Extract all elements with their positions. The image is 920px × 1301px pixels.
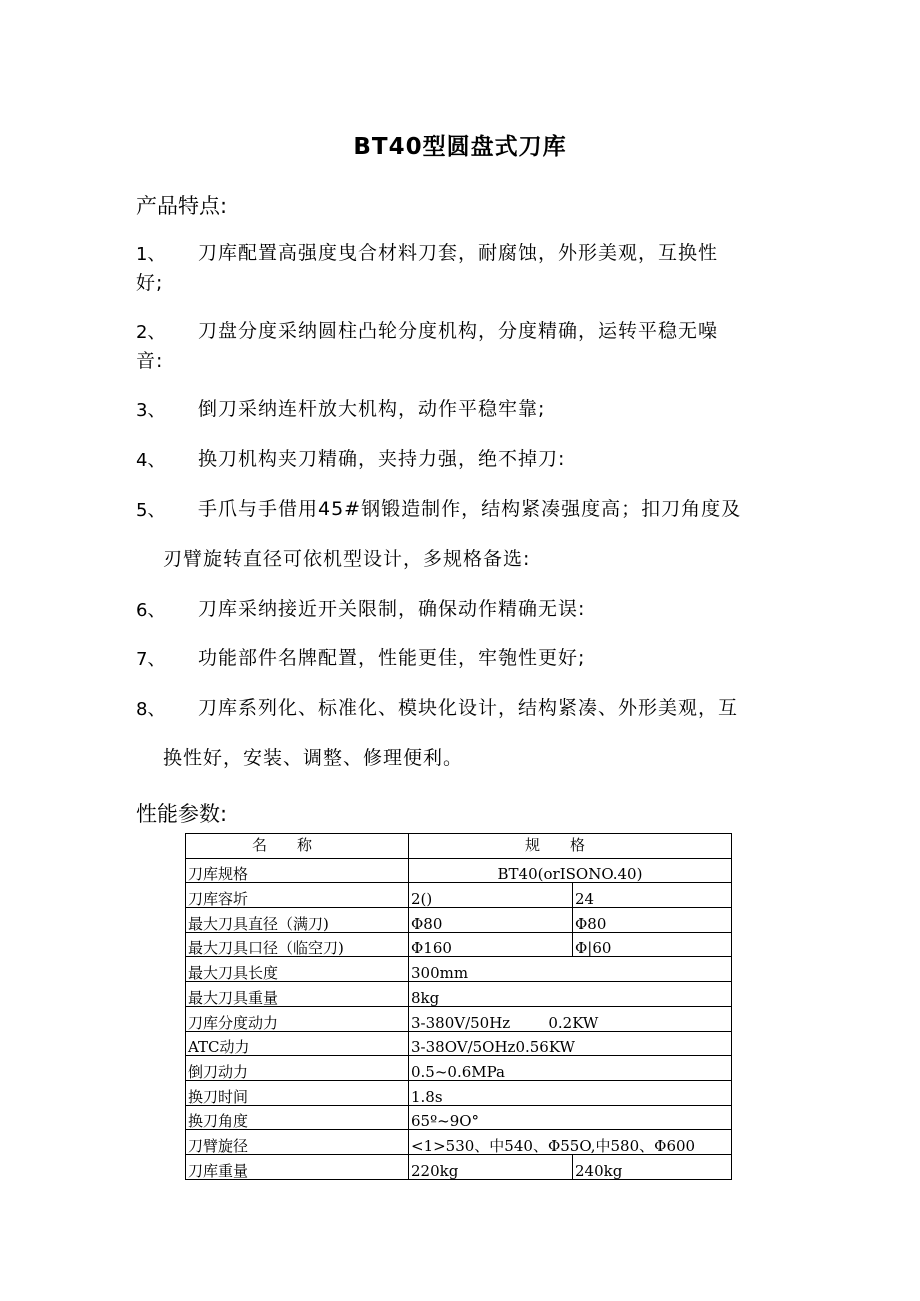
- feature-text: 换刀机构夹刀精确，夹持力强，绝不掉刀:: [198, 448, 566, 470]
- param-name-cell: 刀库分度动力: [186, 1006, 409, 1031]
- table-row: [186, 1031, 732, 1056]
- table-row: [186, 883, 732, 908]
- param-value-cell: 300mm: [409, 957, 732, 982]
- param-value-cell: 2(): [409, 883, 573, 908]
- param-name-cell: 刀库容圻: [186, 883, 409, 908]
- param-value-cell: 24: [573, 883, 732, 908]
- param-name-cell: 换刀角度: [186, 1105, 409, 1130]
- param-value-cell: BT40(orISONO.40): [409, 858, 732, 883]
- header-spec-cell: 规格: [409, 834, 732, 859]
- header-name-cell: 名称: [186, 834, 409, 859]
- param-name-cell: ATC动力: [186, 1031, 409, 1056]
- param-value-cell: 3-380V/50Hz 0.2KW: [409, 1006, 732, 1031]
- feature-text-continued: 刃臂旋转直径可依机型设计，多规格备选:: [163, 548, 531, 570]
- feature-number: 1、: [136, 244, 166, 265]
- param-name-cell: 最大刀具重量: [186, 982, 409, 1007]
- feature-number: 6、: [136, 600, 166, 621]
- table-header-row: [186, 834, 732, 859]
- feature-text-continued: 音:: [136, 350, 164, 372]
- table-row: [186, 1130, 732, 1155]
- table-row: [186, 1154, 732, 1179]
- feature-number: 5、: [136, 500, 166, 521]
- param-value-cell: Φ|60: [573, 932, 732, 957]
- feature-text: 刀盘分度采纳圆柱凸轮分度机构，分度精确，运转平稳无噪: [198, 320, 719, 342]
- feature-text-continued: 好;: [136, 272, 164, 294]
- specs-heading: 性能参数:: [136, 802, 228, 826]
- param-name-cell: 换刀时间: [186, 1080, 409, 1105]
- param-value-cell: 220kg: [409, 1154, 573, 1179]
- table-row: [186, 932, 732, 957]
- feature-number: 3、: [136, 400, 166, 421]
- param-value-cell: <1>530、中540、Φ55O,中580、Φ600: [409, 1130, 732, 1155]
- spec-table: [185, 833, 732, 1180]
- table-row: [186, 982, 732, 1007]
- feature-number: 8、: [136, 699, 166, 720]
- param-name-cell: 刀臂旋径: [186, 1130, 409, 1155]
- param-value-cell: 8kg: [409, 982, 732, 1007]
- param-value-cell: Φ80: [409, 908, 573, 933]
- feature-text: 功能部件名牌配置，性能更佳，牢匏性更好;: [198, 647, 586, 669]
- page-title: BT40型圆盘式刀库: [353, 134, 567, 160]
- table-row: [186, 908, 732, 933]
- param-name-cell: 最大刀具口径（临空刀): [186, 932, 409, 957]
- feature-text: 刀库配置高强度曳合材料刀套，耐腐蚀，外形美观，互换性: [198, 242, 719, 264]
- feature-number: 4、: [136, 450, 166, 471]
- table-row: [186, 957, 732, 982]
- param-name-cell: 刀库规格: [186, 858, 409, 883]
- param-value-cell: 0.5~0.6MPa: [409, 1056, 732, 1081]
- feature-number: 7、: [136, 649, 166, 670]
- table-row: [186, 1056, 732, 1081]
- feature-number: 2、: [136, 322, 166, 343]
- param-value-cell: Φ160: [409, 932, 573, 957]
- param-value-cell: 1.8s: [409, 1080, 732, 1105]
- table-row: [186, 858, 732, 883]
- param-value-cell: Φ80: [573, 908, 732, 933]
- table-row: [186, 1006, 732, 1031]
- param-value-cell: 240kg: [573, 1154, 732, 1179]
- feature-text: 倒刀采纳连杆放大机构，动作平稳牢靠;: [198, 398, 546, 420]
- param-value-cell: 3-38OV/5OHz0.56KW: [409, 1031, 732, 1056]
- feature-text: 手爪与手借用45#钢锻造制作，结构紧凑强度高；扣刀角度及: [198, 498, 742, 520]
- feature-text: 刀库系列化、标准化、模块化设计，结构紧凑、外形美观，互: [198, 697, 739, 719]
- param-value-cell: 65º~9O°: [409, 1105, 732, 1130]
- feature-text-continued: 换性好，安装、调整、修理便利。: [163, 747, 464, 769]
- param-name-cell: 最大刀具直径（满刀): [186, 908, 409, 933]
- table-row: [186, 1080, 732, 1105]
- param-name-cell: 刀库重量: [186, 1154, 409, 1179]
- param-name-cell: 最大刀具长度: [186, 957, 409, 982]
- table-row: [186, 1105, 732, 1130]
- features-heading: 产品特点:: [136, 194, 228, 218]
- feature-text: 刀库采纳接近开关限制，确保动作精确无误:: [198, 598, 586, 620]
- param-name-cell: 倒刀动力: [186, 1056, 409, 1081]
